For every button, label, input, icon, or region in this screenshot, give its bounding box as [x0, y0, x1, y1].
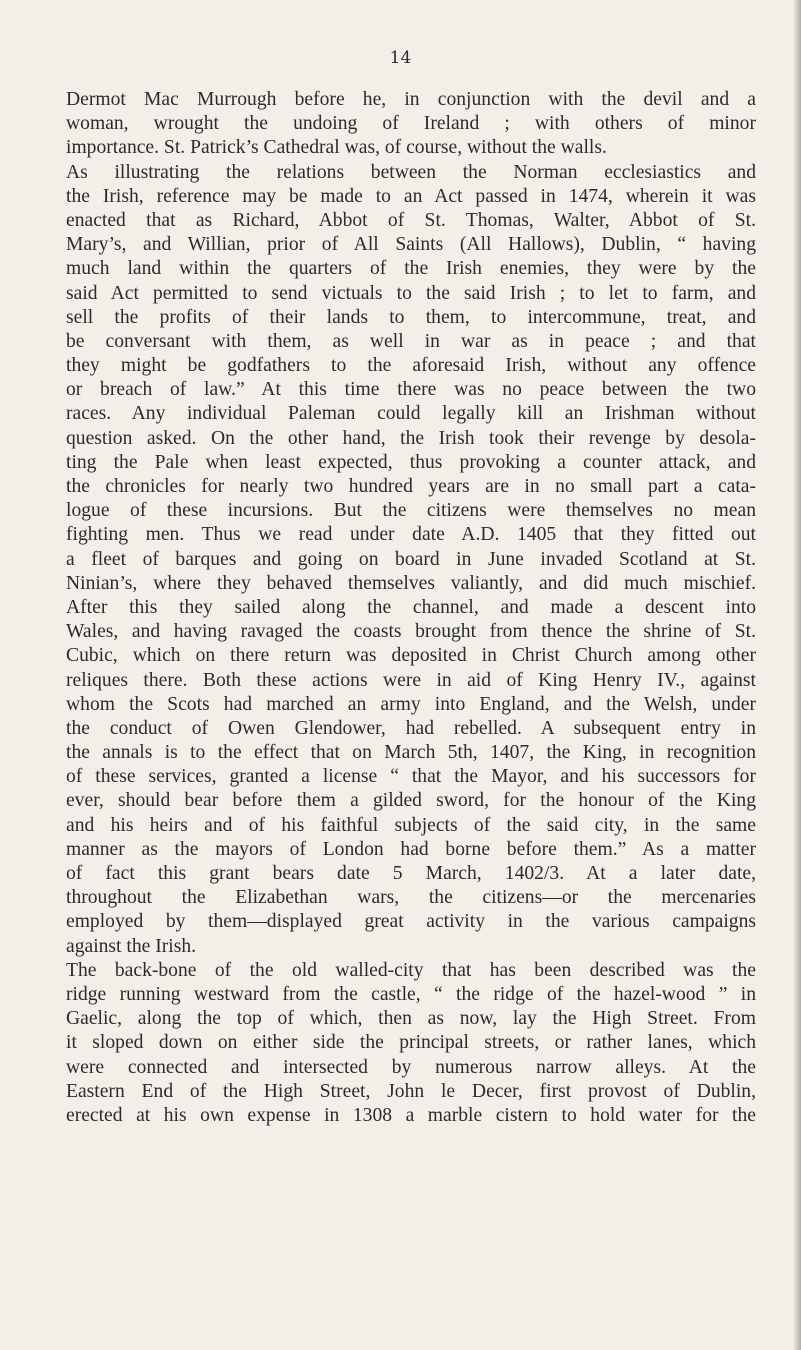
text-line: the Irish, reference may be made to an Act passed in 1474, wherein it was — [66, 185, 756, 207]
text-line: whom the Scots had marched an army into England, and the Welsh, under — [66, 693, 756, 715]
text-line: question asked. On the other hand, the Irish took their revenge by desola- — [66, 427, 756, 449]
text-line: of these services, granted a license “ that the Mayor, and his successors for — [66, 766, 756, 788]
text-line: much land within the quarters of the Irish enemies, they were by the — [66, 258, 756, 280]
text-line: erected at his own expense in 1308 a marble cistern to hold water for the — [66, 1104, 756, 1126]
text-line: the conduct of Owen Glendower, had rebelled. A subsequent entry in — [66, 717, 756, 739]
text-line: The back-bone of the old walled-city that has been described was the — [66, 959, 756, 981]
text-line: ridge running westward from the castle, “ the ridge of the hazel-wood ” in — [66, 983, 756, 1005]
body-text — [66, 88, 756, 1128]
text-line: Mary’s, and Willian, prior of All Saints (All Hallows), Dublin, “ having — [66, 234, 756, 256]
text-line: said Act permitted to send victuals to the said Irish ; to let to farm, and — [66, 282, 756, 304]
text-line: ever, should bear before them a gilded sword, for the honour of the King — [66, 790, 756, 812]
text-line: ting the Pale when least expected, thus provoking a counter attack, and — [66, 451, 756, 473]
text-line: manner as the mayors of London had borne before them.” As a matter — [66, 838, 756, 860]
text-line: Dermot Mac Murrough before he, in conjunction with the devil and a — [66, 89, 756, 110]
text-line: sell the profits of their lands to them, to intercommune, treat, and — [66, 306, 756, 328]
text-line: enacted that as Richard, Abbot of St. Thomas, Walter, Abbot of St. — [66, 209, 756, 231]
page-number: 14 — [389, 48, 412, 68]
text-line: importance. St. Patrick’s Cathedral was, of course, without the walls. — [66, 137, 607, 159]
text-line: employed by them—displayed great activity in the various campaigns — [66, 911, 756, 933]
text-line: and his heirs and of his faithful subjects of the said city, in the same — [66, 814, 756, 836]
text-line: or breach of law.” At this time there was no peace between the two — [66, 379, 756, 401]
text-line: be conversant with them, as well in war as in peace ; and that — [66, 330, 756, 352]
text-line: were connected and intersected by numerous narrow alleys. At the — [66, 1056, 756, 1078]
text-line: reliques there. Both these actions were in aid of King Henry IV., against — [66, 669, 756, 691]
text-line: As illustrating the relations between the Norman ecclesiastics and — [66, 161, 756, 183]
text-line: fighting men. Thus we read under date A.D. 1405 that they fitted out — [66, 524, 756, 546]
text-line: races. Any individual Paleman could legally kill an Irishman without — [66, 403, 756, 425]
text-line: the annals is to the effect that on March 5th, 1407, the King, in recognition — [66, 742, 756, 764]
text-line: they might be godfathers to the aforesaid Irish, without any offence — [66, 355, 756, 377]
text-line: a fleet of barques and going on board in June invaded Scotland at St. — [66, 548, 756, 570]
text-line: woman, wrought the undoing of Ireland ; with others of minor — [66, 113, 756, 135]
text-line: Wales, and having ravaged the coasts brought from thence the shrine of St. — [66, 621, 756, 643]
text-line: Gaelic, along the top of which, then as now, lay the High Street. From — [66, 1008, 756, 1030]
text-line: Cubic, which on there return was deposited in Christ Church among other — [66, 645, 756, 667]
text-line: of fact this grant bears date 5 March, 1402/3. At a later date, — [66, 863, 756, 884]
text-line: Eastern End of the High Street, John le Decer, first provost of Dublin, — [66, 1080, 756, 1102]
text-line: it sloped down on either side the principal streets, or rather lanes, which — [66, 1032, 756, 1054]
text-line: throughout the Elizabethan wars, the citizens—or the mercenaries — [66, 887, 756, 909]
text-line: Ninian’s, where they behaved themselves valiantly, and did much mischief. — [66, 572, 756, 594]
text-line: the chronicles for nearly two hundred years are in no small part a cata- — [66, 476, 756, 497]
text-line: against the Irish. — [66, 935, 197, 957]
page-edge-shadow — [793, 0, 801, 1350]
text-line: logue of these incursions. But the citizens were themselves no mean — [66, 500, 756, 522]
text-line: After this they sailed along the channel, and made a descent into — [66, 596, 756, 618]
